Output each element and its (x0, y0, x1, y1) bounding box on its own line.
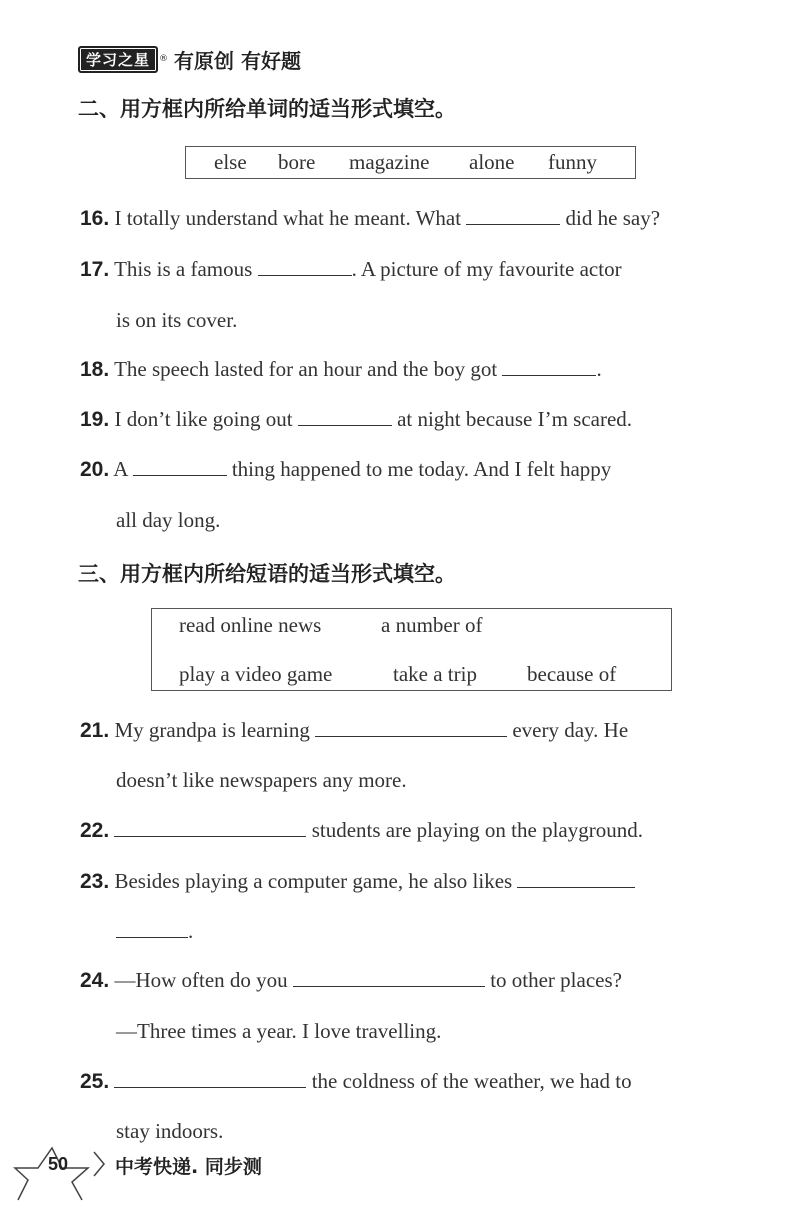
registered-mark: ® (159, 54, 169, 64)
phrase-play-a-video-game: play a video game (179, 662, 333, 686)
question-text: . (188, 919, 194, 943)
question-25-continued: stay indoors. (116, 1119, 224, 1143)
question-text: A (113, 457, 128, 481)
question-20 (80, 454, 611, 485)
answer-blank[interactable] (502, 355, 596, 376)
question-number: 19. (80, 408, 110, 431)
question-text: students are playing on the playground. (311, 818, 643, 842)
question-text: Besides playing a computer game, he also likes (114, 869, 513, 893)
answer-blank[interactable] (315, 716, 507, 737)
question-number: 18. (80, 358, 110, 381)
question-text: . A picture of my favourite actor (351, 257, 622, 281)
word-funny: funny (548, 150, 597, 174)
question-text: did he say? (565, 206, 661, 230)
question-number: 22. (80, 819, 110, 842)
question-text: I totally understand what he meant. What (114, 206, 462, 230)
question-23-continued (116, 916, 193, 946)
question-text: —How often do you (114, 968, 288, 992)
question-text: every day. He (512, 718, 629, 742)
question-number: 21. (80, 719, 110, 742)
question-17 (80, 254, 622, 285)
word-else: else (214, 150, 247, 174)
question-text: thing happened to me today. And I felt happy (231, 457, 612, 481)
question-number: 17. (80, 258, 110, 281)
phrase-read-online-news: read online news (179, 613, 322, 637)
question-25 (80, 1066, 632, 1097)
answer-blank[interactable] (517, 867, 635, 888)
question-20-continued: all day long. (116, 508, 221, 532)
answer-blank[interactable] (114, 816, 306, 837)
footer-title: 中考快递. 同步测 (115, 1156, 262, 1178)
page-number: 50 (48, 1154, 69, 1174)
question-number: 24. (80, 969, 110, 992)
question-text: to other places? (490, 968, 622, 992)
answer-blank[interactable] (298, 405, 392, 426)
answer-blank[interactable] (114, 1067, 306, 1088)
word-magazine: magazine (349, 150, 430, 174)
question-text: . (596, 357, 602, 381)
answer-blank[interactable] (258, 255, 352, 276)
question-number: 25. (80, 1070, 110, 1093)
question-text: the coldness of the weather, we had to (311, 1069, 632, 1093)
brand-logo: 学习之星 (78, 46, 158, 73)
word-box (185, 146, 636, 179)
question-23 (80, 866, 635, 897)
question-text: The speech lasted for an hour and the boy got (114, 357, 498, 381)
question-21 (80, 715, 628, 746)
footer (10, 1142, 310, 1202)
answer-blank[interactable] (466, 204, 560, 225)
question-21-continued: doesn’t like newspapers any more. (116, 768, 407, 792)
section-2-title: 二、用方框内所给单词的适当形式填空。 (78, 97, 456, 121)
question-18 (80, 354, 602, 385)
question-16 (80, 203, 660, 234)
word-alone: alone (469, 150, 515, 174)
question-text: My grandpa is learning (114, 718, 310, 742)
phrase-because-of: because of (527, 662, 617, 686)
phrase-take-a-trip: take a trip (393, 662, 477, 686)
question-22 (80, 815, 643, 846)
section-3-title: 三、用方框内所给短语的适当形式填空。 (78, 562, 456, 586)
question-text: I don’t like going out (114, 407, 293, 431)
question-text: at night because I’m scared. (397, 407, 633, 431)
answer-blank[interactable] (133, 455, 227, 476)
header (78, 44, 301, 74)
question-number: 16. (80, 207, 110, 230)
question-17-continued: is on its cover. (116, 308, 238, 332)
question-24-answer-line: —Three times a year. I love travelling. (116, 1019, 442, 1043)
answer-blank-continued[interactable] (116, 917, 188, 938)
header-slogan: 有原创 有好题 (174, 48, 301, 73)
phrase-box (151, 608, 672, 691)
question-24 (80, 965, 622, 996)
answer-blank[interactable] (293, 966, 485, 987)
question-number: 20. (80, 458, 110, 481)
question-text: This is a famous (114, 257, 253, 281)
word-bore: bore (278, 150, 316, 174)
question-number: 23. (80, 870, 110, 893)
question-19 (80, 404, 632, 435)
phrase-a-number-of: a number of (381, 613, 483, 637)
